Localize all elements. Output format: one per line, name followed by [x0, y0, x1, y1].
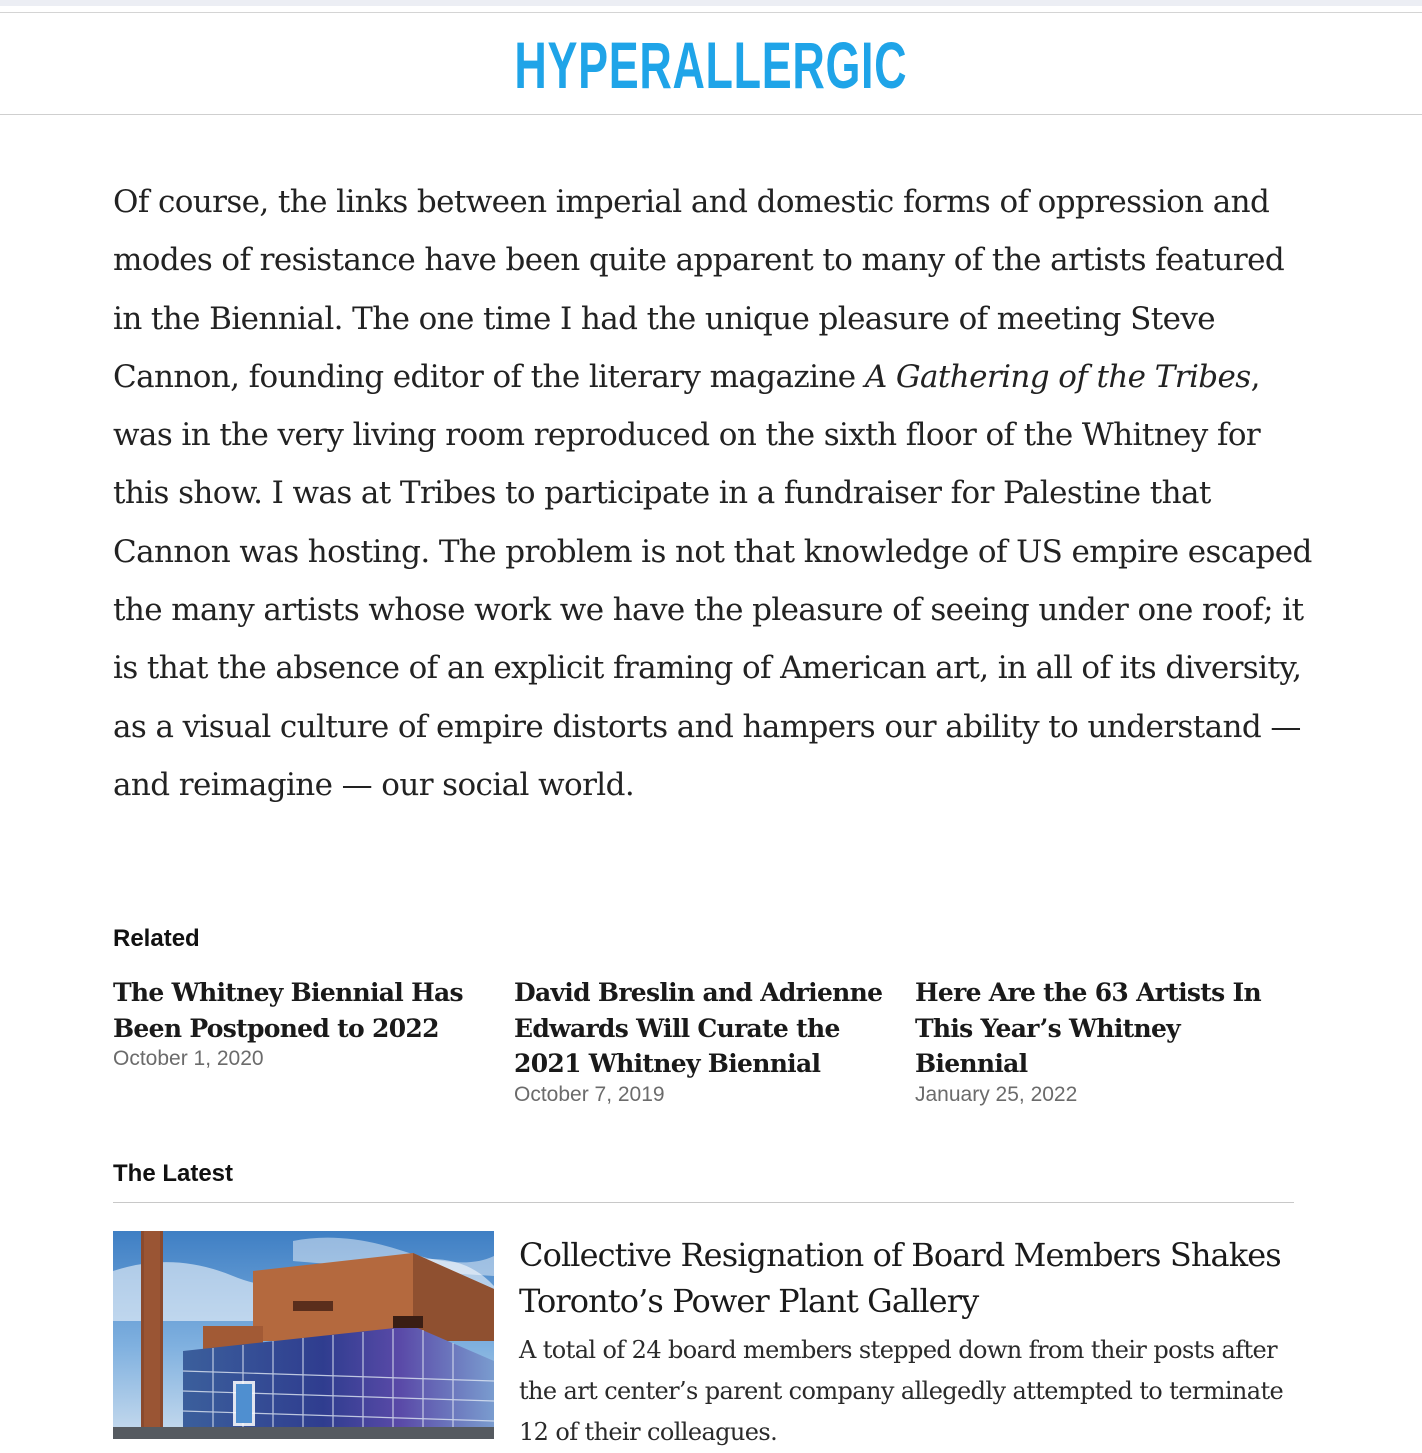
related-heading: Related	[113, 925, 200, 952]
article-text-end: , was in the very living room reproduced on the sixth floor of the Whitney for this show. I was at Tribes to participate in a fundraiser for Palestine that Cannon was hosting. The problem is not that knowledge of US empire escaped the many artists whose work we have the pleasure of seeing under one roof; it is that the absence of an explicit framing of American art, in all of its diversity, as a visual culture of empire distorts and hampers our ability to understand — and reimagine — our social world.	[113, 358, 1312, 803]
related-article-2[interactable]	[514, 975, 884, 1107]
related-article-title[interactable]: The Whitney Biennial Has Been Postponed to 2022	[113, 978, 463, 1043]
browser-top-strip	[0, 0, 1422, 6]
related-article-date: October 7, 2019	[514, 1082, 665, 1106]
magazine-title: A Gathering of the Tribes	[864, 358, 1251, 395]
latest-article-image[interactable]	[113, 1231, 494, 1439]
related-article-date: October 1, 2020	[113, 1047, 264, 1070]
article-paragraph	[113, 173, 1313, 814]
related-article-1[interactable]	[113, 975, 483, 1071]
related-article-3[interactable]	[915, 975, 1285, 1107]
latest-article-title[interactable]: Collective Resignation of Board Members Shakes Toronto’s Power Plant Gallery	[519, 1236, 1281, 1320]
site-logo[interactable]: HYPERALLERGIC	[514, 27, 908, 102]
site-header	[0, 13, 1422, 115]
latest-article-excerpt: A total of 24 board members stepped down from their posts after the art center’s parent company allegedly attempted to terminate 12 of their colleagues.	[519, 1336, 1284, 1446]
related-article-date: January 25, 2022	[915, 1082, 1078, 1106]
latest-heading: The Latest	[113, 1160, 234, 1187]
article-text-start: Of course, the links between imperial and domestic forms of oppression and modes of resistance have been quite apparent to many of the artists featured in the Biennial. The one time I had the unique pleasure of meeting Steve Cannon, founding editor of the literary magazine	[113, 184, 1285, 395]
latest-divider	[113, 1202, 1294, 1203]
related-article-title[interactable]: Here Are the 63 Artists In This Year’s Whitney Biennial	[915, 978, 1261, 1078]
related-article-title[interactable]: David Breslin and Adrienne Edwards Will Curate the 2021 Whitney Biennial	[514, 978, 883, 1078]
